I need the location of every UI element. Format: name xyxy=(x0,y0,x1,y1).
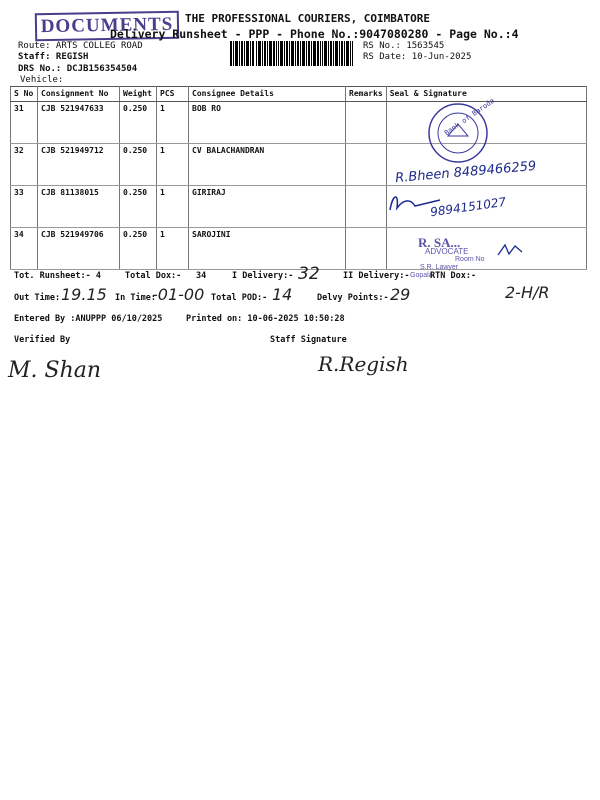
advocate-stamp: ADVOCATE xyxy=(425,247,469,256)
rs-date: RS Date: 10-Jun-2025 xyxy=(363,52,472,62)
col-remarks: Remarks xyxy=(346,87,387,102)
total-pod-value: 14 xyxy=(272,285,293,304)
ii-delivery-label: II Delivery:- xyxy=(343,271,410,281)
rs-number: RS No.: 1563545 xyxy=(363,41,445,51)
out-time-label: Out Time: xyxy=(14,293,61,303)
verified-by-label: Verified By xyxy=(14,335,71,345)
col-weight: Weight xyxy=(120,87,157,102)
gopala-stamp: Gopala xyxy=(410,272,433,279)
bank-seal-stamp xyxy=(418,100,508,170)
room-stamp: Room No xyxy=(455,256,485,263)
delvy-points-value: 29 xyxy=(390,285,411,304)
cell-remarks xyxy=(346,228,387,270)
entered-by: Entered By :ANUPPP 06/10/2025 xyxy=(14,314,163,324)
cell-sno: 34 xyxy=(11,228,38,270)
cell-pcs: 1 xyxy=(157,186,189,228)
cell-signature xyxy=(386,228,586,270)
i-delivery-value: 32 xyxy=(298,264,320,284)
lawyer-stamp: S.R. Lawyer xyxy=(420,264,459,271)
rtn-dox-label: RTN Dox:- xyxy=(430,271,477,281)
cell-consignee: SAROJINI xyxy=(189,228,346,270)
staff: Staff: REGISH xyxy=(18,52,89,62)
cell-weight: 0.250 xyxy=(120,228,157,270)
cell-consignee: CV BALACHANDRAN xyxy=(189,144,346,186)
cell-consignment: CJB 521947633 xyxy=(38,102,120,144)
col-signature: Seal & Signature xyxy=(386,87,586,102)
staff-signature: R.Regish xyxy=(318,352,409,376)
cell-weight: 0.250 xyxy=(120,144,157,186)
signature-row-33: 9894151027 xyxy=(429,194,507,220)
scribble-signature-33 xyxy=(385,188,445,218)
advocate-name-stamp: R. SA... xyxy=(418,235,461,250)
col-consignee: Consignee Details xyxy=(189,87,346,102)
total-dox-value: 34 xyxy=(196,271,207,281)
cell-pcs: 1 xyxy=(157,102,189,144)
cell-weight: 0.250 xyxy=(120,186,157,228)
tot-runsheet: Tot. Runsheet:- 4 xyxy=(14,271,101,281)
verified-signature: M. Shan xyxy=(8,358,102,383)
col-sno: S No xyxy=(11,87,38,102)
in-time-label: In Time: xyxy=(115,293,156,303)
col-consignment: Consignment No xyxy=(38,87,120,102)
signature-row-32: R.Bheen 8489466259 xyxy=(394,158,537,187)
cell-consignee: GIRIRAJ xyxy=(189,186,346,228)
company-name: THE PROFESSIONAL COURIERS, COIMBATORE xyxy=(185,12,431,25)
bank-seal-text: Bank of Baroda xyxy=(443,96,496,138)
vehicle: Vehicle: xyxy=(20,75,64,85)
cell-consignee: BOB RO xyxy=(189,102,346,144)
col-pcs: PCS xyxy=(157,87,189,102)
cell-sno: 31 xyxy=(11,102,38,144)
cell-pcs: 1 xyxy=(157,144,189,186)
out-time-value: 19.15 xyxy=(61,285,107,304)
total-pod-label: Total POD:- xyxy=(211,293,268,303)
cell-pcs: 1 xyxy=(157,228,189,270)
drs-number: DRS No.: DCJB156354504 xyxy=(18,64,138,74)
cell-weight: 0.250 xyxy=(120,102,157,144)
cell-remarks xyxy=(346,186,387,228)
barcode-image xyxy=(230,41,353,66)
runsheet-subtitle: Delivery Runsheet - PPP - Phone No.:9047080280 - Page No.:4 xyxy=(110,27,519,41)
cell-sno: 32 xyxy=(11,144,38,186)
i-delivery-label: I Delivery:- xyxy=(232,271,294,281)
cell-consignment: CJB 521949712 xyxy=(38,144,120,186)
cell-remarks xyxy=(346,102,387,144)
printed-on: Printed on: 10-06-2025 10:50:28 xyxy=(186,314,345,324)
cell-consignment: CJB 521949706 xyxy=(38,228,120,270)
cell-consignment: CJB 81138015 xyxy=(38,186,120,228)
route: Route: ARTS COLLEG ROAD xyxy=(18,41,143,51)
in-time-value: -01-00 xyxy=(152,285,205,304)
documents-stamp: DOCUMENTS xyxy=(35,11,179,42)
cell-remarks xyxy=(346,144,387,186)
total-dox-label: Total Dox:- xyxy=(125,271,182,281)
scribble-signature-34 xyxy=(495,240,525,260)
handwritten-note: 2-H/R xyxy=(505,283,550,302)
delvy-points-label: Delvy Points:- xyxy=(317,293,389,303)
staff-signature-label: Staff Signature xyxy=(270,335,347,345)
cell-sno: 33 xyxy=(11,186,38,228)
